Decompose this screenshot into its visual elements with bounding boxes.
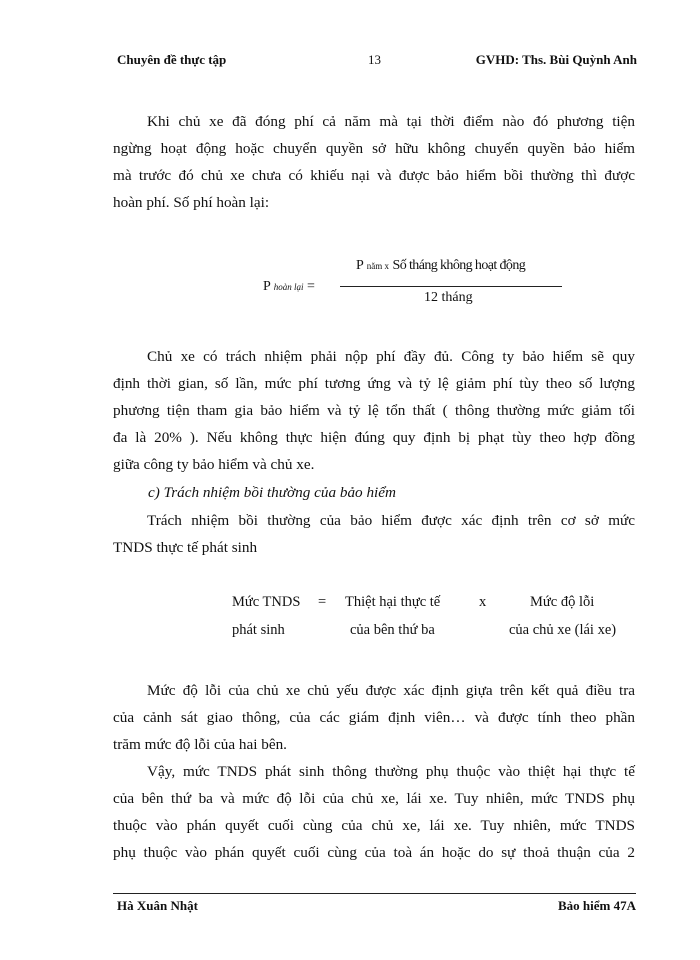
p2-line-5: giữa công ty bảo hiểm và chủ xe. (113, 456, 315, 473)
p5-line-4: phụ thuộc vào phán quyết cuối cùng của toà án hoặc do sự thoả thuận của 2 (113, 844, 635, 861)
formula1-lhs-sub: hoàn lại (273, 282, 304, 292)
formula2-a1: Mức TNDS (232, 594, 301, 610)
formula1-num-p: P (356, 258, 364, 273)
p4-line-1: Mức độ lỗi của chủ xe chủ yếu được xác định giựa trên kết quả điều tra (147, 682, 635, 699)
formula2-a2: phát sinh (232, 622, 285, 638)
formula1-lhs-eq: = (307, 279, 315, 294)
p2-line-1: Chủ xe có trách nhiệm phải nộp phí đầy đủ. Công ty bảo hiểm sẽ quy (147, 348, 635, 365)
p2-line-2: định thời gian, số lần, mức phí tương ứng và tỷ lệ giảm phí tùy theo số lượng (113, 375, 635, 392)
formula2-c1: Mức độ lỗi (530, 594, 595, 610)
footer-left: Hà Xuân Nhật (117, 898, 198, 913)
formula1-numerator (356, 258, 525, 274)
header-right: GVHD: Ths. Bùi Quỳnh Anh (475, 52, 637, 67)
formula1-fraction-bar (340, 286, 562, 287)
p1-line-1: Khi chủ xe đã đóng phí cả năm mà tại thời điểm nào đó phương tiện (147, 113, 635, 130)
p4-line-3: trăm mức độ lỗi của hai bên. (113, 736, 287, 753)
formula1-num-text: Số tháng không hoạt động (392, 258, 526, 273)
p1-line-3: mà trước đó chủ xe chưa có khiếu nại và được bảo hiểm bồi thường thì được (113, 167, 635, 184)
p2-line-3: phương tiện tham gia bảo hiểm và tỷ lệ tổn thất ( thông thường mức giảm tối (113, 402, 635, 419)
formula2-x: x (479, 594, 487, 610)
page-number: 13 (368, 52, 381, 67)
formula1-num-sub: năm x (366, 261, 390, 271)
formula2-b2: của bên thứ ba (350, 622, 435, 638)
p1-line-2: ngừng hoạt động hoặc chuyển quyền sở hữu không chuyển quyền bảo hiểm (113, 140, 635, 157)
p2-line-4: đa là 20% ). Nếu không thực hiện đúng quy định bị phạt tùy theo hợp đồng (113, 429, 635, 446)
footer-rule (113, 893, 636, 894)
p3-line-2: TNDS thực tế phát sinh (113, 539, 258, 556)
section-c-heading: c) Trách nhiệm bồi thường của bảo hiểm (148, 484, 396, 501)
p1-line-4: hoàn phí. Số phí hoàn lại: (113, 194, 270, 211)
formula2-b1: Thiệt hại thực tế (345, 594, 441, 610)
header-left: Chuyên đề thực tập (117, 52, 227, 67)
p3-line-1: Trách nhiệm bồi thường của bảo hiểm được xác định trên cơ sở mức (147, 512, 635, 529)
p5-line-3: thuộc vào phán quyết cuối cùng của chủ xe, lái xe. Tuy nhiên, mức TNDS (113, 817, 635, 834)
p5-line-2: của bên thứ ba và mức độ lỗi của chủ xe, lái xe. Tuy nhiên, mức TNDS phụ (113, 790, 635, 807)
formula1-lhs (263, 279, 315, 295)
formula1-denominator: 12 tháng (424, 290, 473, 305)
p5-line-1: Vậy, mức TNDS phát sinh thông thường phụ thuộc vào thiệt hại thực tế (147, 763, 635, 780)
formula2-c2: của chủ xe (lái xe) (509, 622, 617, 638)
footer-right: Bảo hiểm 47A (558, 898, 636, 913)
p4-line-2: của cảnh sát giao thông, của các giám định viên… và được tính theo phần (113, 709, 635, 726)
formula1-lhs-p: P (263, 279, 271, 294)
formula2-eq: = (318, 594, 327, 610)
